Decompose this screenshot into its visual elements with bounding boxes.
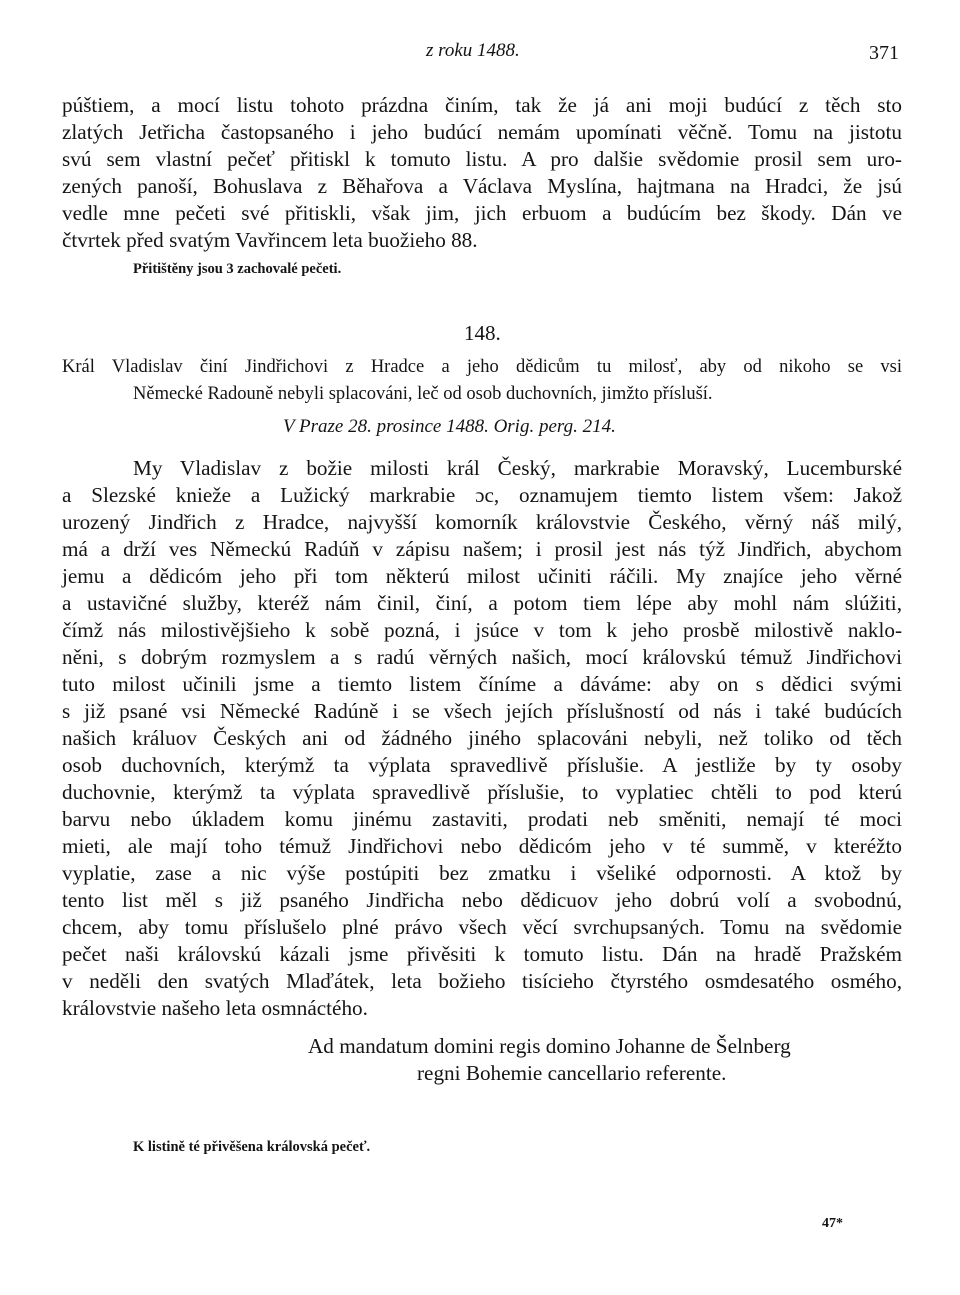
text-line: v neděli den svatých Mlaďátek, leta božieho tisícieho čtyrstého osmdesatého osmého,	[62, 969, 902, 993]
text-line: svú sem vlastní pečeť přitiskl k tomuto listu. A pro dalšie svědomie prosil sem uro-	[62, 147, 902, 171]
text-line: mieti, ale mají toho témuž Jindřichovi nebo dědicóm jeho v té summě, v kteréžto	[62, 834, 902, 858]
running-title: z roku 1488.	[426, 40, 520, 61]
text-line: zených panoší, Bohuslava z Běhařova a Václava Myslína, hajtmana na Hradci, že jsú	[62, 174, 902, 198]
subscription-line: Ad mandatum domini regis domino Johanne de Šelnberg	[308, 1034, 791, 1058]
text-line: s již psané vsi Německé Radúně i se všech jejích příslušností od nás i také budúcích	[62, 699, 902, 723]
text-line: pečet naši královskú kázali jsme přivěsiti k tomuto listu. Dán na hradě Pražském	[62, 942, 902, 966]
seal-note: Přitištěny jsou 3 zachovalé pečeti.	[133, 261, 342, 277]
text-line: jemu a dědicóm jeho při tom některú milost učiniti ráčili. My znajíce jeho věrné	[62, 564, 902, 588]
text-line: duchovnie, kterýmž ta výplata spravedlivě příslušie, to vyplatiec chtěli to pod kterú	[62, 780, 902, 804]
text-line: zlatých Jetřicha častopsaného i jeho budúcí nemám upomínati věčně. Tomu na jistotu	[62, 120, 902, 144]
text-line: královstvie našeho leta osmnáctého.	[62, 996, 368, 1020]
document-number: 148.	[464, 321, 501, 345]
regest-line: Král Vladislav činí Jindřichovi z Hradce a jeho dědicům tu milosť, aby od nikoho se vsi	[62, 357, 902, 377]
subscription-line: regni Bohemie cancellario referente.	[417, 1061, 727, 1085]
text-line: vedle mne pečeti své přitiskli, však jim, jich erbuom a budúcím bez škody. Dán ve	[62, 201, 902, 225]
text-line: a ustavičné služby, kteréž nám činil, činí, a potom tiem lépe aby mohl nám slúžiti,	[62, 591, 902, 615]
page-number: 371	[869, 42, 899, 64]
text-line: čtvrtek před svatým Vavřincem leta buožieho 88.	[62, 228, 478, 252]
text-line: našich králuov Českých ani od žádného jiného splacováni nebyli, než toliko od těch	[62, 726, 902, 750]
text-line: barvu nebo úkladem komu jinému zastaviti, prodati neb směniti, nemají té moci	[62, 807, 902, 831]
text-line: osob duchovních, kterýmž ta výplata spravedlivě příslušie. A jestliže by ty osoby	[62, 753, 902, 777]
signature-mark: 47*	[822, 1216, 843, 1231]
text-line: tuto milost učinili jsme a tiemto listem číníme a dáváme: aby on s dědici svými	[62, 672, 902, 696]
seal-note: K listině té přivěšena královská pečeť.	[133, 1139, 371, 1155]
text-line: má a drží ves Německú Radúň v zápisu našem; i prosil jest nás týž Jindřich, abychom	[62, 537, 902, 561]
text-line: něni, s dobrým rozmyslem a s radú věrných našich, mocí královskú témuž Jindřichovi	[62, 645, 902, 669]
text-line: vyplatie, zase a nic výše postúpiti bez zmatku i všeliké odpornosti. A ktož by	[62, 861, 902, 885]
text-line: tento list měl s již psaného Jindřicha nebo dědicuov jeho dobrú volí a svobodnú,	[62, 888, 902, 912]
text-line: chcem, aby tomu příslušelo plné právo všech věcí svrchupsaných. Tomu na svědomie	[62, 915, 902, 939]
regest-line: Německé Radouně nebyli splacováni, leč od osob duchovních, jimžto přísluší.	[133, 384, 713, 404]
text-line: púštiem, a mocí listu tohoto prázdna činím, tak že já ani moji budúcí z těch sto	[62, 93, 902, 117]
dateline: V Praze 28. prosince 1488. Orig. perg. 214.	[283, 416, 616, 437]
text-line: urozený Jindřich z Hradce, najvyšší komorník královstvie Českého, věrný náš milý,	[62, 510, 902, 534]
text-line: čímž nás milostivějšieho k sobě pozná, i jsúce v tom k jeho prosbě milostivě naklo-	[62, 618, 902, 642]
text-line: My Vladislav z božie milosti král Český, markrabie Moravský, Lucemburské	[133, 456, 902, 480]
text-line: a Slezské knieže a Lužický markrabie ɔc, oznamujem tiemto listem všem: Jakož	[62, 483, 902, 507]
